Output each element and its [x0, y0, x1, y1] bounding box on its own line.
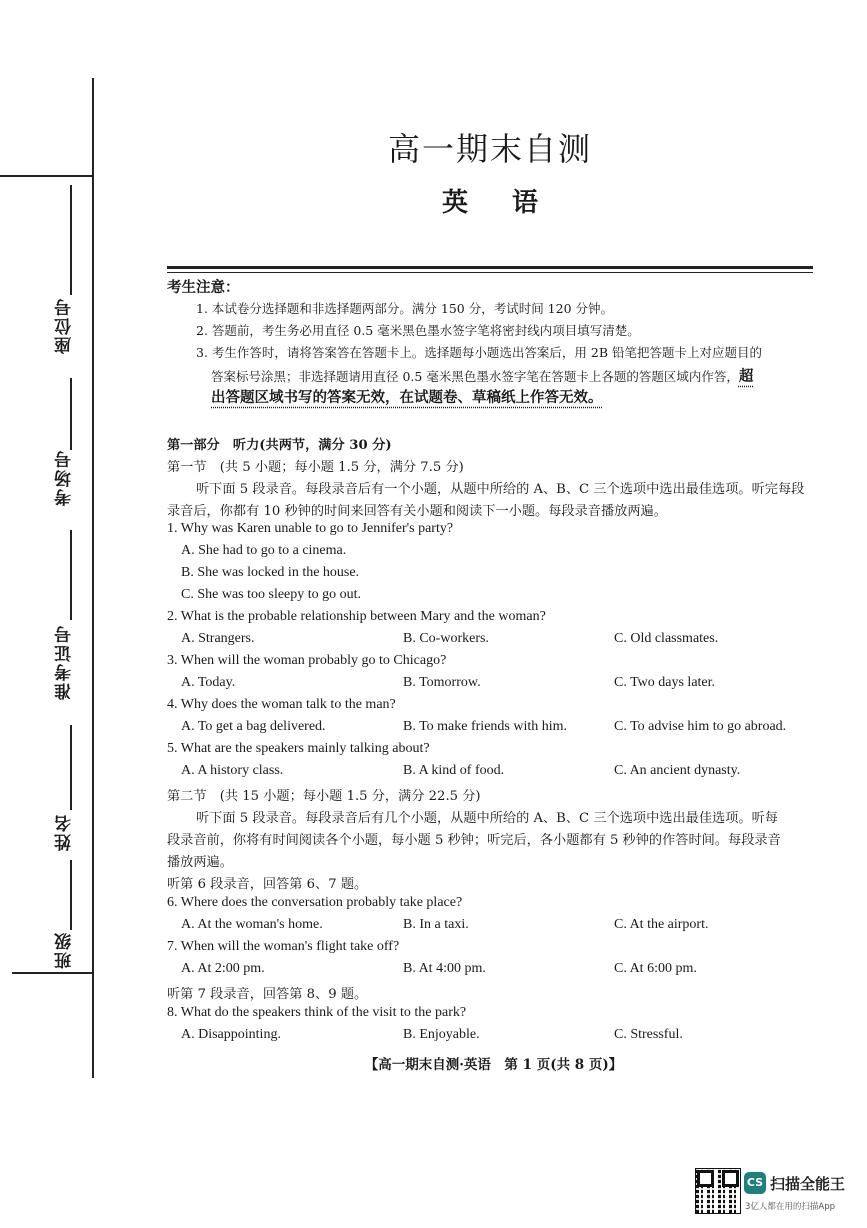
admission-field-line	[70, 530, 72, 620]
q3-option-b: B. Tomorrow.	[403, 675, 481, 690]
question-2: 2. What is the probable relationship between Mary and the woman?	[167, 609, 546, 624]
q2-option-a: A. Strangers.	[181, 631, 255, 646]
section1-heading: 第一节 (共 5 小题；每小题 1.5 分，满分 7.5 分)	[167, 460, 464, 475]
q5-option-c: C. An ancient dynasty.	[614, 763, 741, 778]
q7-option-b: B. At 4:00 pm.	[403, 961, 486, 976]
section2-heading: 第二节 (共 15 小题；每小题 1.5 分，满分 22.5 分)	[167, 789, 481, 804]
scanner-app-name: 扫描全能王	[770, 1175, 846, 1193]
question-3: 3. When will the woman probably go to Chicago?	[167, 653, 447, 668]
question-8: 8. What do the speakers think of the visit to the park?	[167, 1005, 467, 1020]
q7-option-a: A. At 2:00 pm.	[181, 961, 265, 976]
q8-option-b: B. Enjoyable.	[403, 1027, 480, 1042]
binding-line	[92, 78, 94, 1078]
q3-option-a: A. Today.	[181, 675, 236, 690]
q8-option-a: A. Disappointing.	[181, 1027, 281, 1042]
seat-label: 座位号	[55, 297, 75, 355]
question-1: 1. Why was Karen unable to go to Jennifer's party?	[167, 521, 454, 536]
listen-7-instruction: 听第 7 段录音，回答第 8、9 题。	[167, 987, 368, 1002]
listen-6-instruction: 听第 6 段录音，回答第 6、7 题。	[167, 877, 368, 892]
q5-option-b: B. A kind of food.	[403, 763, 505, 778]
notice-emphasis: 出答题区域书写的答案无效，在试题卷、草稿纸上作答无效。	[211, 390, 603, 406]
page-footer: 【高一期末自测·英语 第 1 页(共 8 页)】	[364, 1057, 623, 1073]
name-field-line	[70, 725, 72, 810]
q1-option-b: B. She was locked in the house.	[181, 565, 360, 580]
page-title: 高一期末自测	[387, 130, 592, 168]
q6-option-a: A. At the woman's home.	[181, 917, 323, 932]
exam-room-field-line	[70, 378, 72, 450]
q3-option-c: C. Two days later.	[614, 675, 716, 690]
seat-field-line	[70, 185, 72, 295]
q4-option-c: C. To advise him to go abroad.	[614, 719, 787, 734]
q6-option-b: B. In a taxi.	[403, 917, 469, 932]
header-rule-thin	[167, 272, 813, 273]
q2-option-b: B. Co-workers.	[403, 631, 489, 646]
section1-instruction-2: 录音后，你都有 10 秒钟的时间来回答有关小题和阅读下一小题。每段录音播放两遍。	[167, 504, 667, 519]
question-6: 6. Where does the conversation probably take place?	[167, 895, 463, 910]
notice-heading: 考生注意：	[167, 280, 240, 296]
camscanner-logo-icon: CS	[744, 1172, 766, 1194]
qr-code-icon	[695, 1168, 741, 1214]
notice-item-3: 3. 考生作答时，请将答案答在答题卡上。选择题每小题选出答案后，用 2B 铅笔把答题卡上对应题目的	[196, 345, 762, 360]
notice-item-3-line2: 答案标号涂黑；非选择题请用直径 0.5 毫米黑色墨水签字笔在答题卡上各题的答题区域内作答，	[211, 369, 739, 384]
section2-instruction-2: 段录音前，你将有时间阅读各个小题，每小题 5 秒钟；听完后，各小题都有 5 秒钟的作答时间。每段录音	[167, 833, 781, 848]
class-field-line	[70, 860, 72, 930]
part1-heading: 第一部分 听力(共两节，满分 30 分)	[167, 438, 392, 453]
header-rule-thick	[167, 266, 813, 269]
admission-no-label: 准考证号	[55, 624, 75, 700]
q4-option-a: A. To get a bag delivered.	[181, 719, 326, 734]
q2-option-c: C. Old classmates.	[614, 631, 719, 646]
notice-item-3-cont	[211, 365, 753, 386]
q4-option-b: B. To make friends with him.	[403, 719, 568, 734]
section1-instruction-1: 听下面 5 段录音。每段录音后有一个小题，从题中所给的 A、B、C 三个选项中选出最佳选项。听完每段	[196, 482, 805, 497]
question-7: 7. When will the woman's flight take off?	[167, 939, 400, 954]
q1-option-c: C. She was too sleepy to go out.	[181, 587, 362, 602]
section2-instruction-1: 听下面 5 段录音。每段录音后有几个小题，从题中所给的 A、B、C 三个选项中选出最佳选项。听每	[196, 811, 778, 826]
q6-option-c: C. At the airport.	[614, 917, 709, 932]
q1-option-a: A. She had to go to a cinema.	[181, 543, 347, 558]
notice-item-1: 1. 本试卷分选择题和非选择题两部分。满分 150 分，考试时间 120 分钟。	[196, 301, 614, 316]
name-label: 姓名	[55, 813, 75, 852]
section2-instruction-3: 播放两遍。	[167, 855, 233, 870]
notice-item-2: 2. 答题前，考生务必用直径 0.5 毫米黑色墨水签字笔将密封线内项目填写清楚。	[196, 323, 640, 338]
notice-emphasis-start: 超	[738, 369, 754, 385]
scanner-tagline: 3亿人都在用的扫描App	[745, 1202, 836, 1212]
q8-option-c: C. Stressful.	[614, 1027, 683, 1042]
q7-option-c: C. At 6:00 pm.	[614, 961, 697, 976]
q5-option-a: A. A history class.	[181, 763, 284, 778]
subject-title: 英语	[441, 188, 582, 218]
margin-rule-top	[0, 175, 94, 177]
question-4: 4. Why does the woman talk to the man?	[167, 697, 396, 712]
question-5: 5. What are the speakers mainly talking about?	[167, 741, 430, 756]
class-label: 班级	[55, 931, 75, 970]
exam-room-label: 考场号	[55, 449, 75, 507]
